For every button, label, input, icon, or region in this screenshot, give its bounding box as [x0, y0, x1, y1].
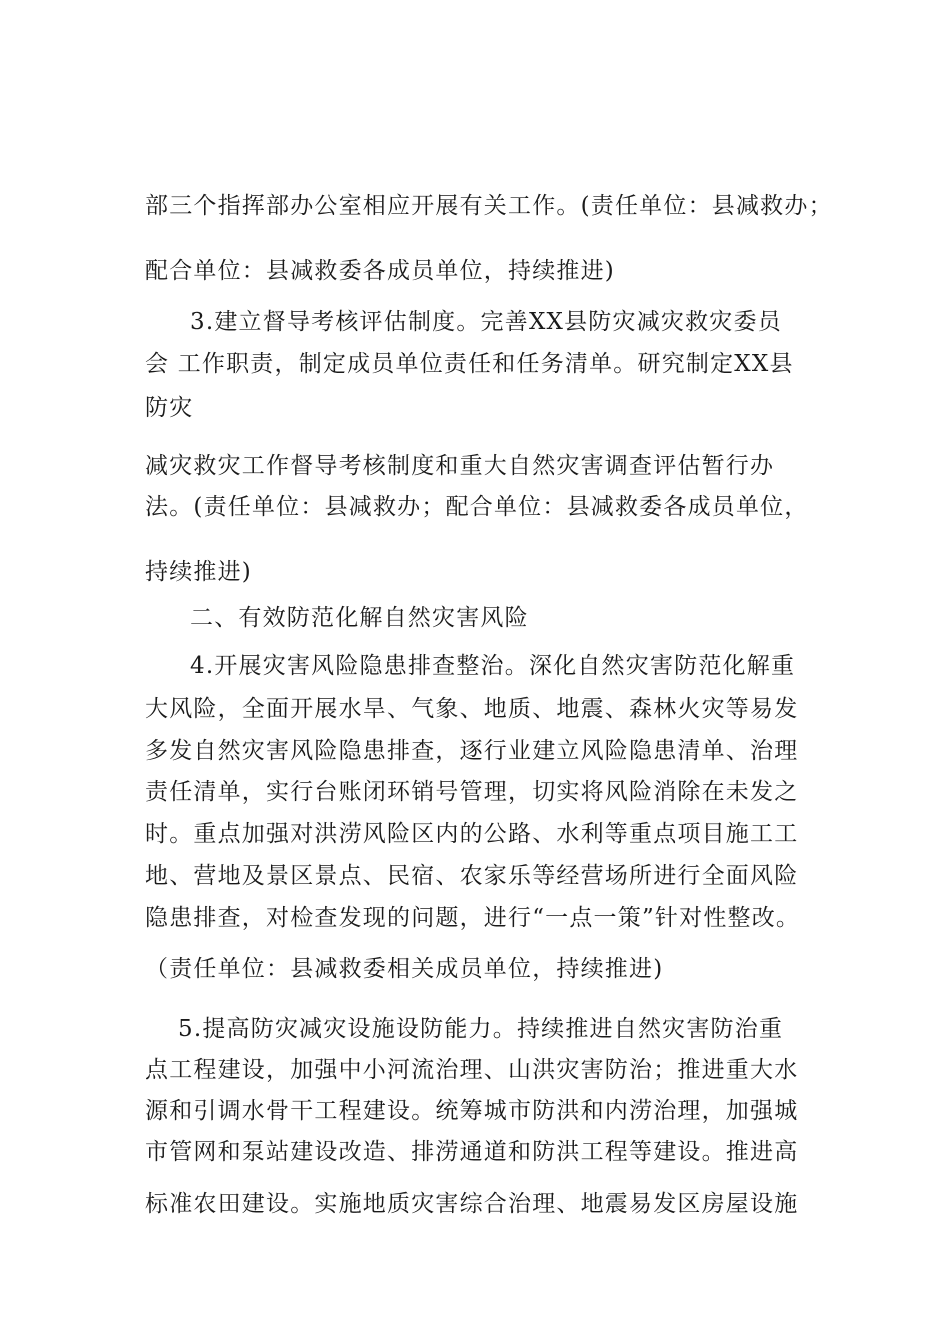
text-line-18: 5.提高防灾减灾设施设防能力。持续推进自然灾害防治重	[178, 1016, 784, 1042]
text-line-13: 责任清单，实行台账闭环销号管理，切实将风险消除在未发之	[145, 779, 799, 805]
text-line-11: 大风险，全面开展水旱、气象、地质、地震、森林火灾等易发	[145, 696, 799, 722]
text-line-21: 市管网和泵站建设改造、排涝通道和防洪工程等建设。推进高	[145, 1139, 799, 1165]
text-line-14: 时。重点加强对洪涝风险区内的公路、水利等重点项目施工工	[145, 821, 799, 847]
text-line-4: 会 工作职责，制定成员单位责任和任务清单。研究制定XX县	[145, 351, 794, 377]
text-line-15: 地、营地及景区景点、民宿、农家乐等经营场所进行全面风险	[145, 863, 799, 889]
text-line-6: 减灾救灾工作督导考核制度和重大自然灾害调查评估暂行办	[145, 453, 775, 479]
text-line-2: 配合单位：县减救委各成员单位，持续推进)	[145, 258, 615, 284]
text-line-17: （责任单位：县减救委相关成员单位，持续推进)	[145, 956, 664, 982]
text-line-3: 3.建立督导考核评估制度。完善XX县防灾减灾救灾委员	[190, 309, 782, 335]
section-heading: 二、有效防范化解自然灾害风险	[190, 605, 529, 631]
text-line-20: 源和引调水骨干工程建设。统筹城市防洪和内涝治理，加强城	[145, 1098, 799, 1124]
text-line-22: 标准农田建设。实施地质灾害综合治理、地震易发区房屋设施	[145, 1191, 799, 1217]
text-line-7: 法。(责任单位：县减救办；配合单位：县减救委各成员单位，	[145, 494, 809, 520]
text-line-1: 部三个指挥部办公室相应开展有关工作。(责任单位：县减救办；	[145, 193, 833, 219]
text-line-10: 4.开展灾害风险隐患排查整治。深化自然灾害防范化解重	[190, 653, 796, 679]
text-line-16: 隐患排查，对检查发现的问题，进行“一点一策”针对性整改。	[145, 905, 801, 931]
text-line-5: 防灾	[145, 395, 194, 421]
text-line-12: 多发自然灾害风险隐患排查，逐行业建立风险隐患清单、治理	[145, 738, 799, 764]
text-line-19: 点工程建设，加强中小河流治理、山洪灾害防治；推进重大水	[145, 1057, 799, 1083]
text-line-8: 持续推进)	[145, 559, 252, 585]
